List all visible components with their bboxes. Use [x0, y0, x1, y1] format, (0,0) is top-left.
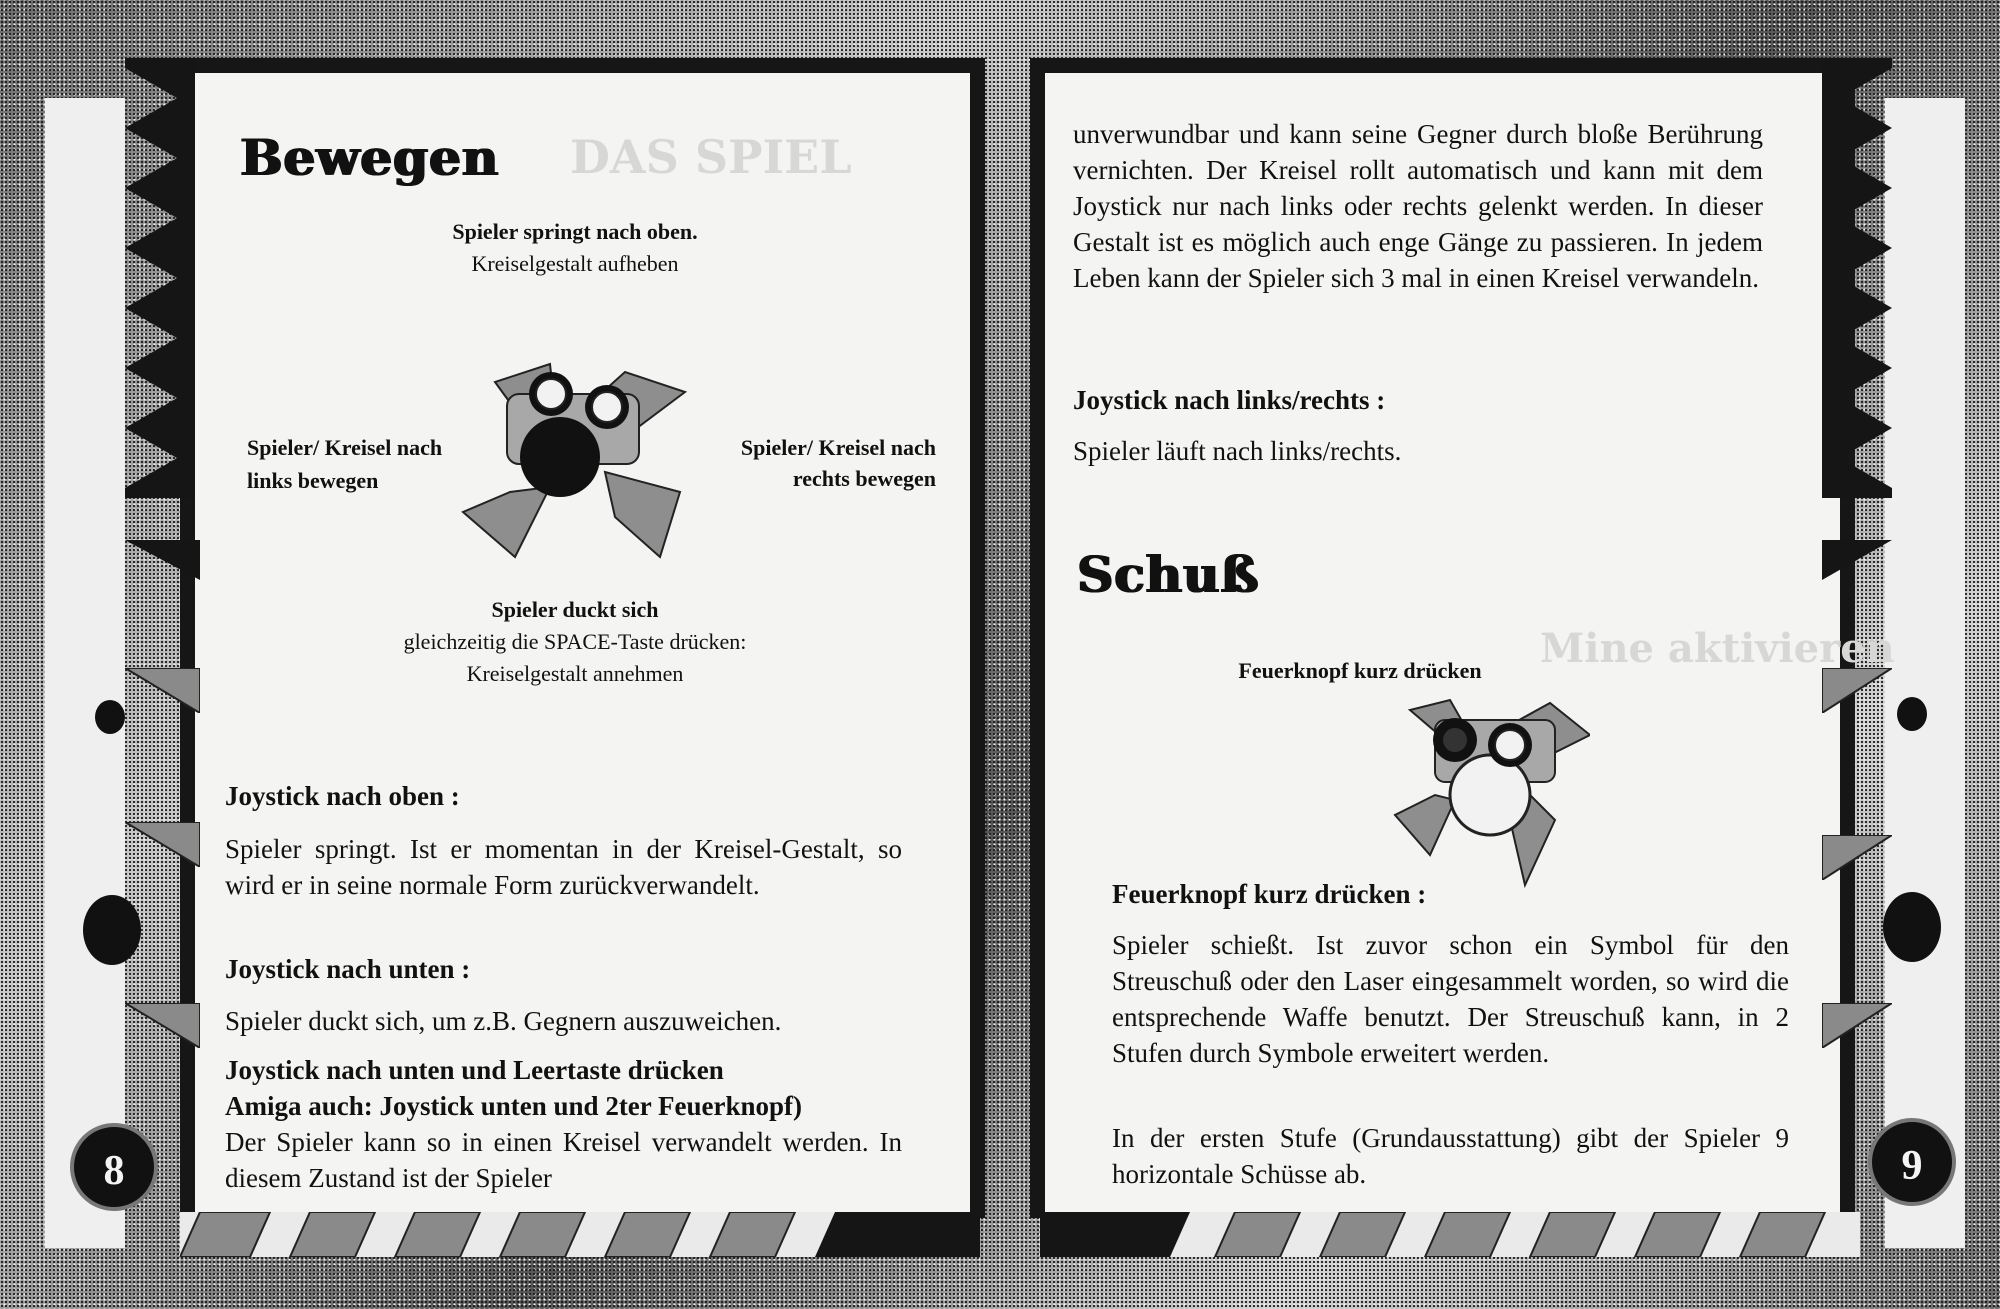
bleed-through-ghost-text-2: Mine aktivieren [1540, 625, 1895, 672]
section-body-first-stage: In der ersten Stufe (Grundausstattung) gibt der Spieler 9 horizontale Schüsse ab. [1112, 1123, 1789, 1189]
right-triangle-decor-3 [1822, 835, 1892, 880]
left-side-strip [45, 98, 125, 1248]
joystick-movement-diagram [455, 352, 690, 564]
diagram-caption-right-line2: rechts bewegen [792, 466, 936, 491]
right-side-strip [1885, 98, 1965, 1248]
fire-diagram-caption: Feuerknopf kurz drücken [1238, 658, 1482, 683]
section-title-space-line2: Amiga auch: Joystick unten und 2ter Feuerknopf) [225, 1091, 803, 1121]
left-triangle-decor-3 [125, 822, 200, 867]
diagram-caption-right-line1: Spieler/ Kreisel nach [740, 435, 936, 460]
left-triangle-decor-4 [125, 1003, 200, 1048]
section-title-space-line1: Joystick nach unten und Leertaste drücken [225, 1055, 724, 1085]
section-title-fire-button: Feuerknopf kurz drücken : [1112, 879, 1427, 909]
page-heading-schuss: Schuß [1077, 545, 1260, 604]
page-heading-bewegen: Bewegen [240, 128, 500, 187]
continued-body-text: unverwundbar und kann seine Gegner durch bloße Berührung vernichten. Der Kreisel rollt automatisch und kann mit dem Joystick nur nach links oder rechts gelenkt werden. In dieser Gestalt ist es möglich auch enge Gänge zu passieren. In jedem Leben kann der Spieler sich 3 mal in einen Kreisel verwandeln. [1073, 119, 1763, 293]
diagram-caption-top-line1: Spieler springt nach oben. [452, 219, 698, 244]
left-large-dot [83, 895, 141, 965]
section-title-joystick-down: Joystick nach unten : [225, 954, 471, 984]
right-triangle-decor-2 [1822, 668, 1892, 713]
section-body-joystick-left-right: Spieler läuft nach links/rechts. [1073, 436, 1402, 466]
right-small-dot [1897, 697, 1927, 731]
diagram-caption-bottom-line2: gleichzeitig die SPACE-Taste drücken: [403, 629, 747, 654]
left-triangle-decor-2 [125, 668, 200, 713]
right-large-dot [1883, 892, 1941, 962]
diagram-caption-left-line1: Spieler/ Kreisel nach [247, 435, 443, 460]
section-body-space: Der Spieler kann so in einen Kreisel verwandelt werden. In diesem Zustand ist der Spieler [225, 1127, 902, 1193]
left-small-dot [95, 700, 125, 734]
right-page-number: 9 [1868, 1118, 1956, 1206]
section-title-joystick-left-right: Joystick nach links/rechts : [1073, 385, 1386, 415]
section-body-fire-button: Spieler schießt. Ist zuvor schon ein Symbol für den Streuschuß oder den Laser eingesammelt worden, so wird die entsprechende Waffe benutzt. Der Streuschuß kann, in 2 Stufen durch Symbole erweitert werden. [1112, 930, 1789, 1068]
diagram-caption-bottom-line3: Kreiselgestalt annehmen [466, 661, 684, 686]
fire-joystick-ball [1450, 755, 1530, 835]
left-triangle-decor-1 [125, 540, 200, 580]
right-bottom-stripe-border [1040, 1212, 1860, 1257]
section-body-joystick-up: Spieler springt. Ist er momentan in der Kreisel-Gestalt, so wird er in seine normale Form zurückverwandelt. [225, 834, 902, 900]
fire-button-diagram [1390, 695, 1590, 890]
joystick-ball [520, 417, 600, 497]
right-triangle-decor-1 [1822, 540, 1892, 580]
left-page-number: 8 [70, 1123, 158, 1211]
section-title-joystick-up: Joystick nach oben : [225, 781, 460, 811]
section-body-joystick-down: Spieler duckt sich, um z.B. Gegnern auszuweichen. [225, 1006, 782, 1036]
bleed-through-ghost-text: DAS SPIEL [570, 130, 852, 184]
diagram-caption-left-line2: links bewegen [247, 468, 379, 493]
diagram-caption-bottom-line1: Spieler duckt sich [491, 597, 659, 622]
left-zigzag-border [125, 58, 173, 498]
left-bottom-stripe-border [180, 1212, 980, 1257]
diagram-caption-top-line2: Kreiselgestalt aufheben [471, 251, 679, 276]
right-zigzag-border [1822, 58, 1870, 498]
right-triangle-decor-4 [1822, 1003, 1892, 1048]
